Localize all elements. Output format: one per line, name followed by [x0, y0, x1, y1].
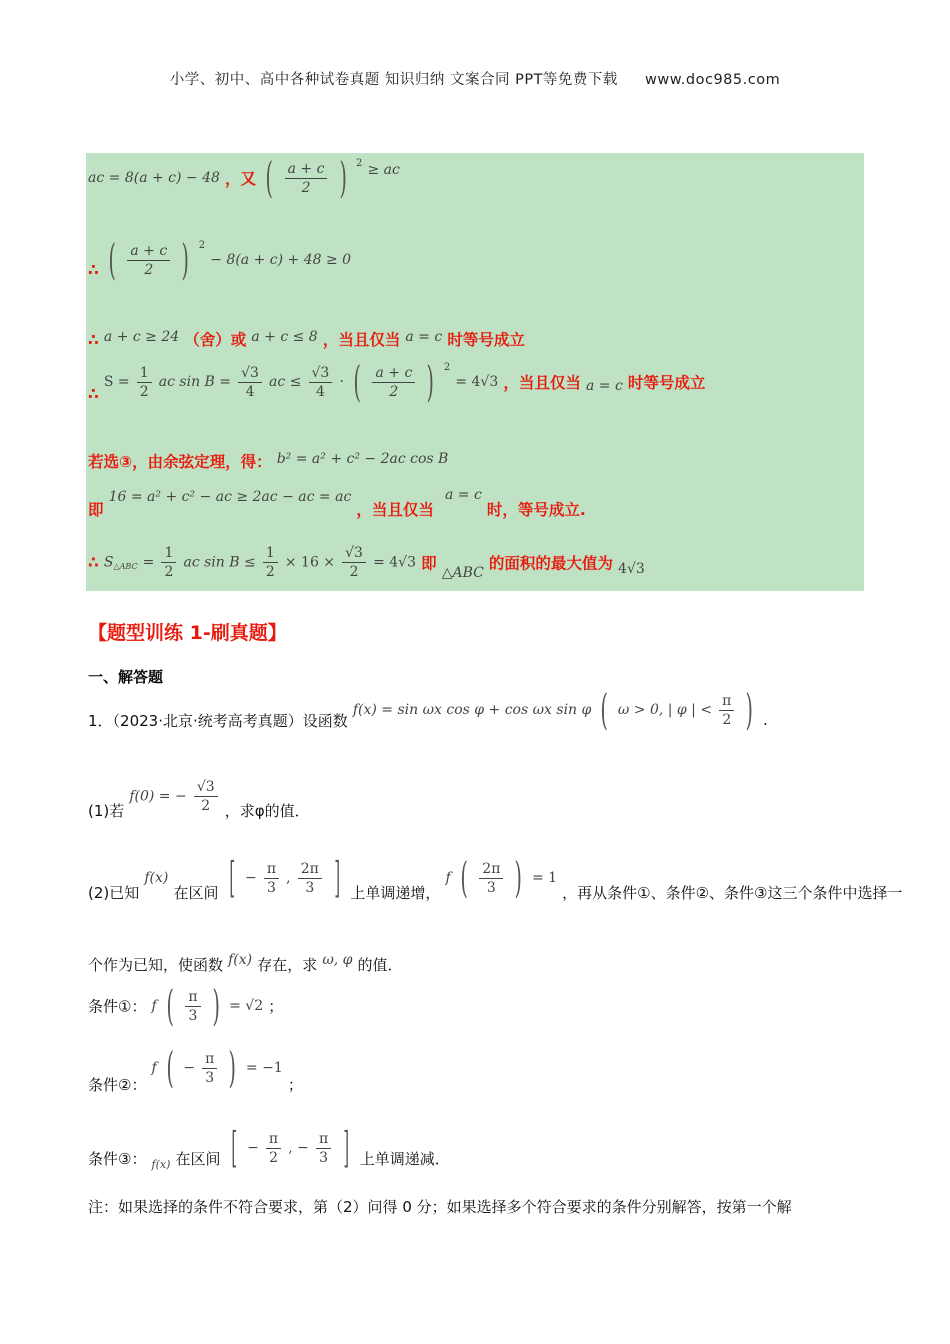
- paren-right: ): [212, 981, 220, 1030]
- eq-sqrt2: = √2: [229, 998, 264, 1014]
- eq-ineq-1: a + c ≥ 24: [103, 329, 180, 345]
- solution-line-7: ∴ $S_{\triangle ABC}$ = $\frac{1}{2}$ ac sin B ≤ $\frac{1}{2}$ × 16 × $\frac{√3}{2}$ = 4√3 即 △ABC 的面积的最大值为 4√3: [88, 545, 645, 581]
- text-you: ，又: [225, 170, 257, 188]
- fraction: $\frac{a + c}{2}$: [285, 160, 328, 197]
- condition-1: 条件①： f ( $\frac{\pi}{3}$ ) = √2 ；: [88, 981, 284, 1030]
- paren-left: (: [166, 981, 174, 1030]
- text-equality-holds: 时等号成立: [447, 331, 525, 349]
- eq-answer: 4√3: [618, 560, 645, 577]
- section-title: 【题型训练 1-刷真题】: [88, 622, 287, 644]
- bracket-left: [: [230, 1123, 237, 1172]
- eq-mid2: × 16 ×: [284, 554, 336, 571]
- fraction: $\frac{1}{2}$: [263, 544, 278, 581]
- condition-3-label: 条件③：: [88, 1149, 147, 1168]
- condition-3-text: 在区间: [175, 1149, 221, 1168]
- question-2-line-2: [88, 954, 403, 975]
- eq-neg1: = −1: [245, 1060, 283, 1076]
- solution-line-1: [88, 153, 400, 202]
- condition-3: 条件③： $_{f(x)}$ 在区间 [ − $\frac{\pi}{2}$ , − $\frac{\pi}{3}$ ] 上单调递减．: [88, 1123, 450, 1172]
- fraction: $\frac{a + c}{2}$: [372, 364, 415, 401]
- therefore-symbol: ∴: [88, 261, 99, 279]
- q2-text-interval: 在区间: [173, 883, 219, 902]
- fraction: $\frac{2\pi}{3}$: [479, 860, 503, 897]
- fraction: $\frac{1}{2}$: [137, 364, 152, 401]
- eq-mid2: ac ≤: [269, 374, 302, 390]
- paren-left: (: [108, 235, 116, 284]
- solution-line-4: ∴ S = $\frac{1}{2}$ ac sin B = $\frac{√3}{4}$ ac ≤ $\frac{√3}{4}$ · ( $\frac{a + c}{2}$ ) $^2$ = 4√3 ，当且仅当 a = c 时等号成立: [88, 357, 706, 406]
- eq-fx: f(x): [228, 952, 253, 968]
- eq-fx: f(x): [144, 870, 169, 886]
- note: 注：如果选择的条件不符合要求，第（2）问得 0 分；如果选择多个符合要求的条件分别解答，按第一个解: [88, 1198, 792, 1216]
- bracket-left: [: [228, 853, 235, 902]
- paren-left: (: [460, 853, 468, 902]
- semicolon: ；: [268, 997, 284, 1016]
- text-ji: 即: [88, 501, 104, 519]
- question-2-line-1: (2)已知 f(x) 在区间 [ − $\frac{\pi}{3}$ , $\frac{2\pi}{3}$ ] 上单调递增， f ( $\frac{2\pi}{3}$ ) = 1 ，再从条件①、条件②、条件③这三个条件中选择一: [88, 853, 903, 902]
- fraction: $\frac{√3}{4}$: [238, 364, 262, 401]
- bracket-right: ]: [334, 853, 340, 902]
- condition-1-label: 条件①：: [88, 997, 147, 1016]
- eq-a-eq-c: a = c: [585, 378, 623, 394]
- semicolon: ；: [287, 1075, 303, 1094]
- q2-line2-text: 存在，求: [257, 956, 318, 974]
- text-iff: ，当且仅当: [503, 374, 581, 392]
- eq-tail: − 8(a + c) + 48 ≥ 0: [210, 252, 352, 268]
- exponent: 2: [356, 158, 363, 169]
- fraction: $\frac{\pi}{3}$: [202, 1050, 217, 1087]
- paren-right: ): [514, 853, 523, 902]
- eq-mid: ac sin B =: [158, 374, 232, 390]
- condition-2-label: 条件②：: [88, 1075, 147, 1094]
- eq-ineq-2: a + c ≤ 8: [251, 329, 318, 345]
- eq-triangle: △ABC: [441, 564, 484, 581]
- text-she-huo: （舍）或: [184, 331, 247, 349]
- q1-text: ，求φ的值．: [224, 802, 310, 820]
- eq-condition: ω > 0, | φ | <: [617, 702, 713, 718]
- header-text: 小学、初中、高中各种试卷真题 知识归纳 文案合同 PPT等免费下载: [169, 72, 618, 88]
- paren-right: ): [339, 153, 347, 202]
- q2-line2-text: 个作为已知，使函数: [88, 956, 224, 974]
- paren-left: (: [600, 685, 609, 734]
- page-header: [0, 68, 950, 89]
- eq-fx: f(x): [151, 1157, 171, 1171]
- paren-right: ): [181, 235, 190, 284]
- eq-f0: f(0) = −: [129, 788, 187, 805]
- q2-text-increasing: 上单调递增，: [350, 883, 441, 902]
- q2-text-choose: ，再从条件①、条件②、条件③这三个条件中选择一: [562, 883, 903, 902]
- eq-tail: = 4√3: [455, 374, 499, 390]
- fraction: $\frac{\pi}{3}$: [185, 988, 200, 1025]
- eq-a-eq-c: a = c: [405, 329, 443, 345]
- solution-line-6: [88, 484, 586, 519]
- eq-a-eq-c: a = c: [444, 487, 482, 503]
- solution-line-3: [88, 328, 525, 350]
- paren-right: ): [745, 685, 754, 734]
- condition-2: 条件②： f ( − $\frac{\pi}{3}$ ) = −1 ；: [88, 1043, 303, 1094]
- paren-left: (: [166, 1043, 174, 1092]
- fraction: $\frac{\pi}{3}$: [264, 860, 279, 897]
- text-iff: ，当且仅当: [322, 331, 401, 349]
- paren-left: (: [353, 357, 361, 406]
- q2-label: (2)已知: [88, 883, 140, 902]
- eq-tail: = 4√3: [373, 554, 416, 571]
- eq-16: 16 = a² + c² − ac ≥ 2ac − ac = ac: [108, 489, 352, 505]
- text-max-area: 的面积的最大值为: [488, 554, 613, 573]
- therefore-symbol: ∴: [88, 553, 99, 572]
- q2-line2-text: 的值．: [357, 956, 403, 974]
- eq-omega-phi: ω, φ: [322, 952, 353, 968]
- text-choose-3: 若选③，由余弦定理，得：: [88, 453, 272, 471]
- eq-law-of-cosines: b² = a² + c² − 2ac cos B: [276, 451, 449, 467]
- eq-s: S: [103, 554, 114, 571]
- exponent: 2: [198, 240, 206, 251]
- eq-equals-1: = 1: [531, 870, 558, 886]
- problem-line-1: [88, 685, 768, 734]
- text-ji: 即: [421, 554, 437, 573]
- eq-mid: ac sin B ≤: [183, 554, 256, 571]
- fraction: $\frac{\pi}{3}$: [316, 1130, 331, 1167]
- fraction: $\frac{√3}{2}$: [342, 544, 366, 581]
- fraction: $\frac{\pi}{2}$: [719, 692, 734, 729]
- eq-ac: ac = 8(a + c) − 48: [88, 170, 220, 186]
- eq-tail: ≥ ac: [367, 162, 400, 178]
- condition-3-text: 上单调递减．: [359, 1149, 450, 1168]
- fraction: $\frac{\pi}{2}$: [266, 1130, 281, 1167]
- q1-label: (1)若: [88, 802, 125, 820]
- fraction: $\frac{√3}{4}$: [309, 364, 333, 401]
- period: .: [762, 711, 768, 729]
- text-equality-holds: 时，等号成立.: [486, 501, 586, 519]
- eq-function: f(x) = sin ωx cos φ + cos ωx sin φ: [352, 702, 592, 718]
- solution-line-5: [88, 450, 448, 472]
- therefore-symbol: ∴: [88, 385, 99, 403]
- text-equality-holds: 时等号成立: [627, 374, 706, 392]
- fraction: $\frac{2\pi}{3}$: [298, 860, 322, 897]
- text-iff: ，当且仅当: [356, 501, 434, 519]
- paren-right: ): [228, 1043, 237, 1092]
- exponent: 2: [443, 362, 451, 373]
- eq-s-sub: △ABC: [113, 562, 138, 571]
- header-site-link[interactable]: www.doc985.com: [645, 72, 781, 88]
- problem-number: 1．（2023·北京·统考高考真题）设函数: [88, 711, 348, 730]
- question-1: [88, 778, 310, 820]
- fraction: $\frac{1}{2}$: [161, 544, 176, 581]
- paren-right: ): [426, 357, 435, 406]
- therefore-symbol: ∴: [88, 331, 99, 349]
- solution-line-2: [88, 235, 352, 284]
- paren-left: (: [265, 153, 274, 202]
- eq-s: S =: [103, 374, 130, 390]
- fraction: $\frac{√3}{2}$: [194, 778, 218, 815]
- section-heading: 一、解答题: [88, 668, 164, 686]
- bracket-right: ]: [343, 1123, 350, 1172]
- fraction: $\frac{a + c}{2}$: [127, 242, 170, 279]
